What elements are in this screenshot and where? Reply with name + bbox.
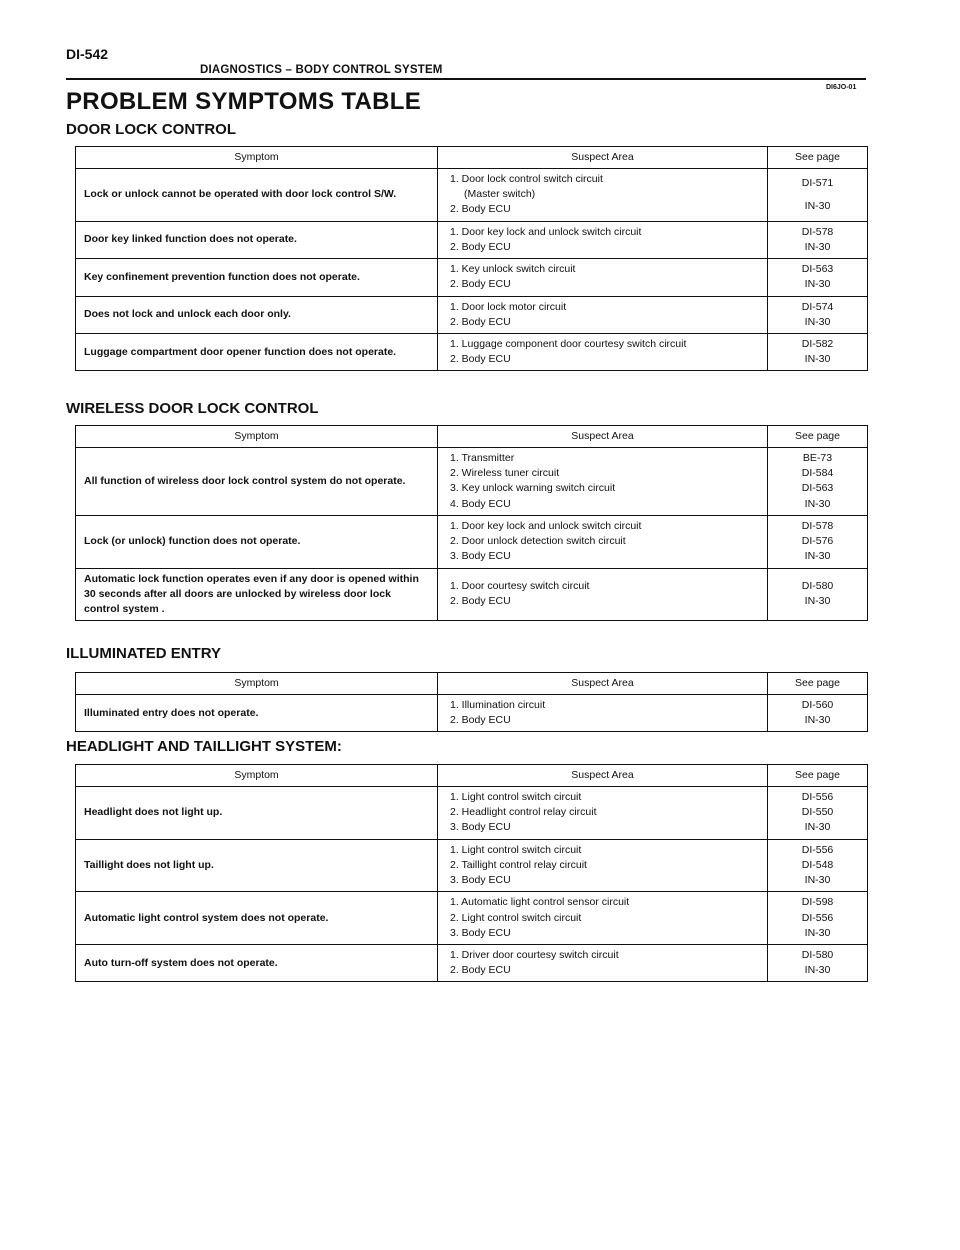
symptom-cell: Illuminated entry does not operate. <box>76 695 438 732</box>
column-header-suspect-area: Suspect Area <box>438 426 768 448</box>
column-header-symptom: Symptom <box>76 426 438 448</box>
page-number: DI-542 <box>66 46 109 62</box>
suspect-area-cell <box>438 839 768 892</box>
page-reference: DI-556 <box>801 843 834 856</box>
page-reference: DI-580 <box>801 948 834 961</box>
spacer <box>772 191 863 199</box>
suspect-area-item: 2. Body ECU <box>450 714 511 727</box>
see-page-cell <box>768 787 868 840</box>
see-page-cell <box>768 448 868 516</box>
table-row <box>76 448 868 516</box>
suspect-area-item: 1. Door lock control switch circuit <box>450 173 603 185</box>
suspect-area-cell <box>438 944 768 981</box>
symptom-cell: Door key linked function does not operate. <box>76 221 438 258</box>
page-reference: IN-30 <box>804 874 831 887</box>
table-row <box>76 515 868 568</box>
suspect-area-item: 2. Body ECU <box>450 240 511 253</box>
see-page-cell <box>768 892 868 945</box>
column-header-see-page: See page <box>768 673 868 695</box>
suspect-area-cell <box>438 695 768 732</box>
symptom-cell <box>76 568 438 621</box>
page-reference: DI-574 <box>801 300 834 313</box>
table-headlight <box>75 764 868 982</box>
symptom-cell: All function of wireless door lock control system do not operate. <box>76 448 438 516</box>
see-page-cell <box>768 259 868 296</box>
column-header-suspect-area: Suspect Area <box>438 673 768 695</box>
page-reference: IN-30 <box>804 550 831 563</box>
symptom-cell: Lock (or unlock) function does not operate. <box>76 515 438 568</box>
suspect-area-item: 1. Automatic light control sensor circuit <box>450 896 630 909</box>
page-reference: DI-582 <box>801 337 834 350</box>
suspect-area-item: 2. Body ECU <box>450 203 511 216</box>
suspect-area-item: 2. Body ECU <box>450 278 511 291</box>
page-reference: IN-30 <box>804 353 831 366</box>
page-reference: BE-73 <box>802 452 833 464</box>
running-header: DIAGNOSTICS – BODY CONTROL SYSTEM <box>200 64 443 76</box>
see-page-cell <box>768 695 868 732</box>
column-header-suspect-area: Suspect Area <box>438 147 768 169</box>
suspect-area-item: 4. Body ECU <box>450 497 511 510</box>
symptom-cell: Headlight does not light up. <box>76 787 438 840</box>
suspect-area-item: (Master switch) <box>464 188 536 201</box>
suspect-area-item: 3. Key unlock warning switch circuit <box>450 482 616 495</box>
suspect-area-item: 1. Transmitter <box>450 452 515 464</box>
see-page-cell <box>768 839 868 892</box>
table-row <box>76 333 868 370</box>
suspect-area-item: 2. Headlight control relay circuit <box>450 806 597 819</box>
column-header-see-page: See page <box>768 147 868 169</box>
page-reference: IN-30 <box>804 240 831 253</box>
page-reference: DI-584 <box>801 467 834 480</box>
column-header-symptom: Symptom <box>76 673 438 695</box>
table-row <box>76 695 868 732</box>
see-page-cell <box>768 515 868 568</box>
page-reference: IN-30 <box>804 821 831 834</box>
page-title: PROBLEM SYMPTOMS TABLE <box>66 88 422 115</box>
suspect-area-item: 2. Light control switch circuit <box>450 911 582 924</box>
page-reference: DI-576 <box>801 535 834 548</box>
table-row <box>76 296 868 333</box>
header-rule <box>66 78 866 80</box>
section-title-door-lock: DOOR LOCK CONTROL <box>66 121 236 138</box>
symptom-cell: Automatic light control system does not operate. <box>76 892 438 945</box>
page-reference: IN-30 <box>804 714 831 727</box>
page-reference: DI-556 <box>801 911 834 924</box>
suspect-area-cell <box>438 169 768 222</box>
table-row <box>76 259 868 296</box>
symptom-cell: Auto turn-off system does not operate. <box>76 944 438 981</box>
table-row <box>76 892 868 945</box>
table-row <box>76 839 868 892</box>
suspect-area-item: 2. Body ECU <box>450 964 511 977</box>
suspect-area-item: 2. Body ECU <box>450 595 511 608</box>
table-header-row <box>76 426 868 448</box>
section-title-headlight: HEADLIGHT AND TAILLIGHT SYSTEM: <box>66 738 342 755</box>
see-page-cell <box>768 568 868 621</box>
page-reference: DI-578 <box>801 519 834 532</box>
table-wireless <box>75 425 868 621</box>
suspect-area-item: 2. Door unlock detection switch circuit <box>450 535 626 548</box>
suspect-area-item: 1. Door lock motor circuit <box>450 300 567 313</box>
suspect-area-item: 1. Light control switch circuit <box>450 791 582 803</box>
page-reference: DI-563 <box>801 482 834 495</box>
table-header-row <box>76 765 868 787</box>
page-reference: DI-580 <box>801 580 834 593</box>
page-reference: IN-30 <box>804 199 831 212</box>
suspect-area-item: 2. Body ECU <box>450 353 511 366</box>
table-row <box>76 568 868 621</box>
page-reference: DI-560 <box>801 699 834 711</box>
page-reference: DI-598 <box>801 896 834 909</box>
section-title-wireless: WIRELESS DOOR LOCK CONTROL <box>66 400 319 417</box>
suspect-area-cell <box>438 568 768 621</box>
suspect-area-cell <box>438 296 768 333</box>
suspect-area-item: 1. Door courtesy switch circuit <box>450 580 590 593</box>
suspect-area-item: 3. Body ECU <box>450 874 511 887</box>
page-reference: DI-550 <box>801 806 834 819</box>
page-reference: DI-571 <box>801 176 834 189</box>
symptom-cell: Key confinement prevention function does not operate. <box>76 259 438 296</box>
page-reference: IN-30 <box>804 497 831 510</box>
page-reference: DI-578 <box>801 225 834 238</box>
table-row <box>76 944 868 981</box>
page-reference: DI-548 <box>801 858 834 871</box>
suspect-area-item: 1. Driver door courtesy switch circuit <box>450 948 619 961</box>
table-header-row <box>76 673 868 695</box>
table-row <box>76 787 868 840</box>
table-header-row <box>76 147 868 169</box>
page-reference: IN-30 <box>804 315 831 328</box>
suspect-area-item: 1. Door key lock and unlock switch circuit <box>450 519 642 532</box>
suspect-area-item: 1. Luggage component door courtesy switch circuit <box>450 337 687 350</box>
symptom-cell: Lock or unlock cannot be operated with door lock control S/W. <box>76 169 438 222</box>
table-illuminated <box>75 672 868 732</box>
suspect-area-item: 3. Body ECU <box>450 926 511 939</box>
suspect-area-item: 2. Body ECU <box>450 315 511 328</box>
page-reference: IN-30 <box>804 278 831 291</box>
symptom-cell: Taillight does not light up. <box>76 839 438 892</box>
symptom-line: 30 seconds after all doors are unlocked by wireless door lock <box>84 587 391 600</box>
table-row <box>76 221 868 258</box>
column-header-see-page: See page <box>768 426 868 448</box>
page-reference: DI-563 <box>801 263 834 276</box>
suspect-area-item: 1. Door key lock and unlock switch circuit <box>450 225 642 238</box>
see-page-cell <box>768 169 868 222</box>
suspect-area-item: 2. Wireless tuner circuit <box>450 467 560 480</box>
suspect-area-item: 1. Key unlock switch circuit <box>450 263 576 276</box>
document-code: DI6JO-01 <box>826 84 857 91</box>
suspect-area-cell <box>438 221 768 258</box>
suspect-area-cell <box>438 787 768 840</box>
suspect-area-cell <box>438 892 768 945</box>
suspect-area-cell <box>438 515 768 568</box>
column-header-symptom: Symptom <box>76 765 438 787</box>
suspect-area-item: 1. Illumination circuit <box>450 699 546 711</box>
page-reference: IN-30 <box>804 595 831 608</box>
suspect-area-cell <box>438 259 768 296</box>
section-title-illuminated: ILLUMINATED ENTRY <box>66 645 221 662</box>
suspect-area-item: 3. Body ECU <box>450 550 511 563</box>
table-door-lock <box>75 146 868 371</box>
page-reference: IN-30 <box>804 926 831 939</box>
column-header-symptom: Symptom <box>76 147 438 169</box>
page-reference: IN-30 <box>804 964 831 977</box>
suspect-area-item: 3. Body ECU <box>450 821 511 834</box>
page-reference: DI-556 <box>801 791 834 803</box>
column-header-see-page: See page <box>768 765 868 787</box>
table-row <box>76 169 868 222</box>
suspect-area-item: 1. Light control switch circuit <box>450 843 582 856</box>
suspect-area-cell <box>438 448 768 516</box>
symptom-cell: Does not lock and unlock each door only. <box>76 296 438 333</box>
see-page-cell <box>768 221 868 258</box>
symptom-line: Automatic lock function operates even if any door is opened within <box>84 572 419 585</box>
see-page-cell <box>768 333 868 370</box>
see-page-cell <box>768 296 868 333</box>
column-header-suspect-area: Suspect Area <box>438 765 768 787</box>
suspect-area-item: 2. Taillight control relay circuit <box>450 858 587 871</box>
symptom-line: control system . <box>84 602 165 615</box>
see-page-cell <box>768 944 868 981</box>
symptom-cell: Luggage compartment door opener function does not operate. <box>76 333 438 370</box>
suspect-area-cell <box>438 333 768 370</box>
